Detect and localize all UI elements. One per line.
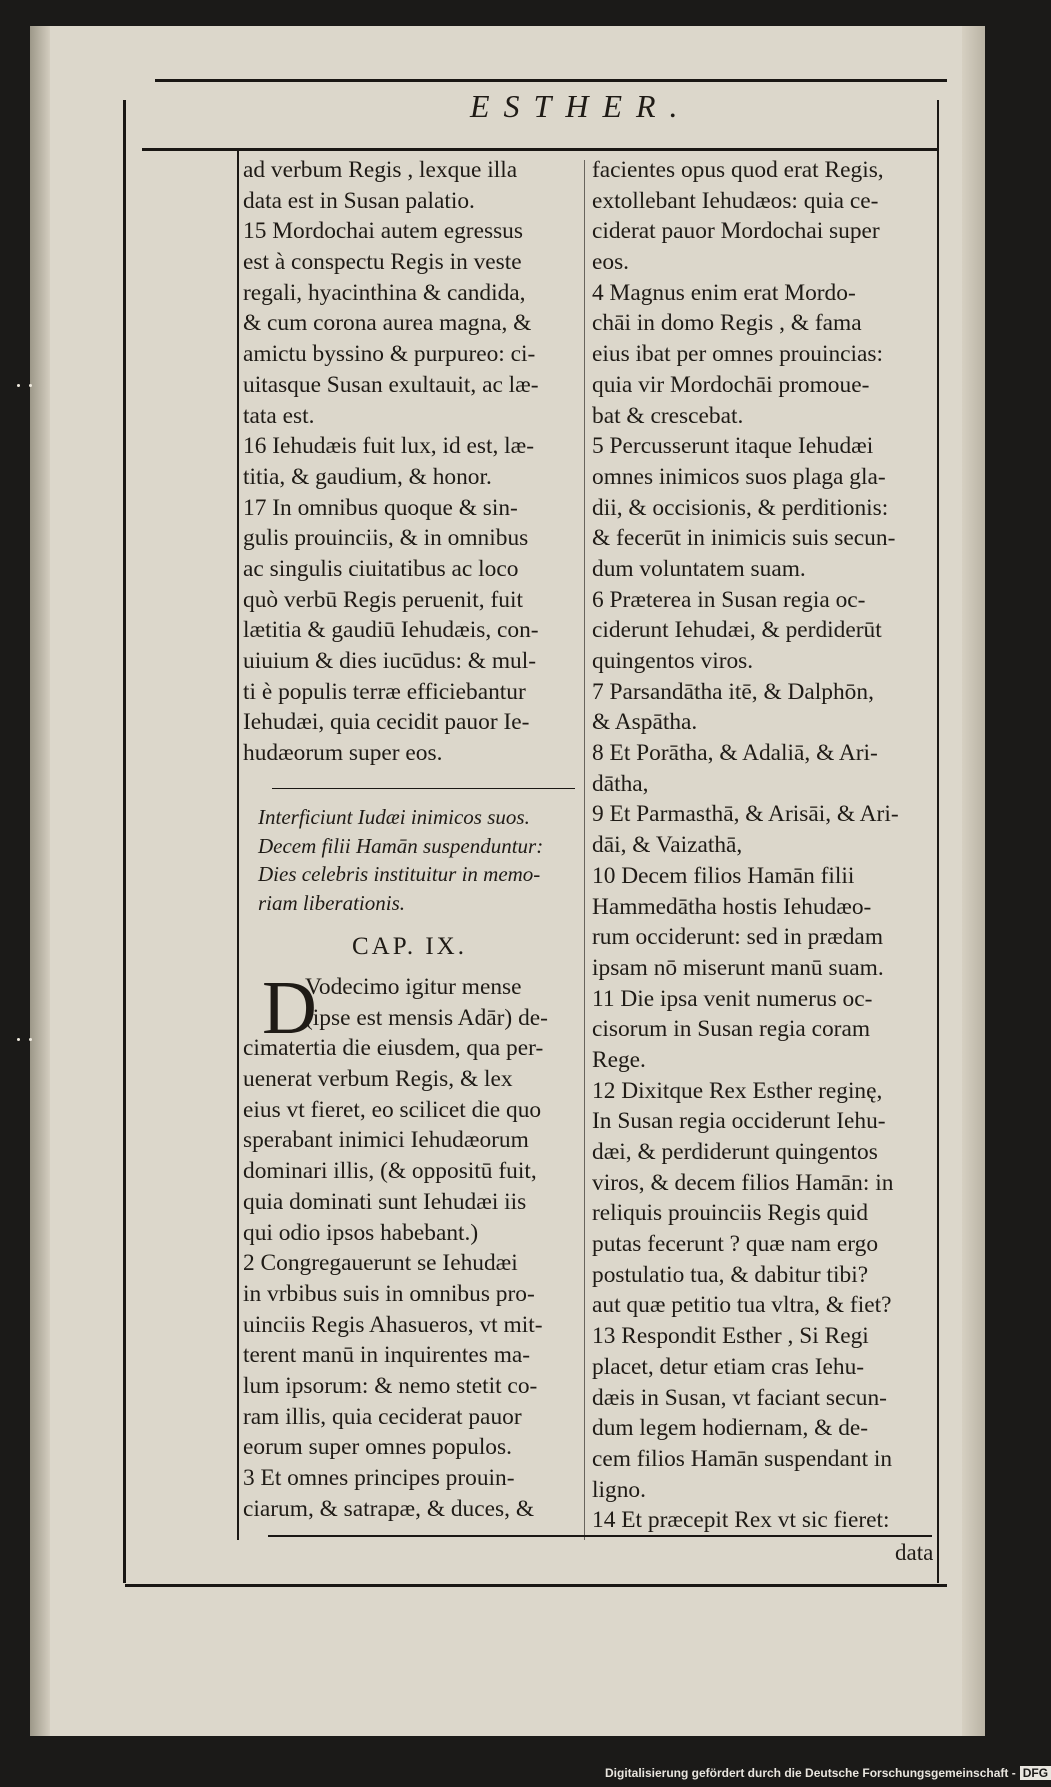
text-line: facientes opus quod erat Regis, (592, 157, 884, 183)
text-line: tata est. (243, 402, 315, 429)
text-line: 11 Die ipsa venit numerus oc- (592, 985, 873, 1012)
summary-line: riam liberationis. (258, 890, 406, 915)
text-line: regali, hyacinthina & candida, (243, 279, 526, 306)
catchword: data (895, 1540, 934, 1565)
bottom-rule (125, 1584, 947, 1587)
text-line: 2 Congregauerunt se Iehudæi (243, 1250, 518, 1277)
outer-right-rule (937, 100, 939, 1583)
text-line: est à conspectu Regis in veste (243, 249, 522, 276)
text-line: 4 Magnus enim erat Mordo- (592, 279, 856, 306)
margin-speck (29, 1038, 32, 1041)
text-line: in vrbibus suis in omnibus pro- (243, 1280, 535, 1307)
text-line: chāi in domo Regis , & fama (592, 310, 862, 337)
text-line: viros, & decem filios Hamān: in (592, 1169, 894, 1196)
text-line: uitasque Susan exultauit, ac læ- (243, 371, 539, 398)
text-line: cem filios Hamān suspendant in (592, 1445, 893, 1472)
text-line: dii, & occisionis, & perditionis: (592, 494, 889, 521)
text-line: & fecerūt in inimicis suis secun- (592, 525, 896, 552)
text-line: lum ipsorum: & nemo stetit co- (243, 1372, 538, 1399)
text-line: dum legem hodiernam, & de- (592, 1415, 869, 1442)
text-line: 15 Mordochai autem egressus (243, 218, 523, 245)
left-column (243, 155, 588, 769)
text-line: ciderunt Iehudæi, & perdiderūt (592, 617, 882, 644)
text-line: 9 Et Parmasthā, & Arisāi, & Ari- (592, 801, 899, 828)
text-line: placet, detur etiam cras Iehu- (592, 1353, 865, 1380)
text-line: dæi, & perdiderunt quingentos (592, 1139, 878, 1165)
header-rule (142, 148, 937, 151)
text-line: gulis prouinciis, & in omnibus (243, 525, 529, 552)
text-line: quò verbū Regis peruenit, fuit (243, 586, 523, 613)
text-line: sperabant inimici Iehudæorum (243, 1127, 529, 1154)
summary-line: Dies celebris instituitur in memo- (258, 862, 541, 886)
summary-line: Decem filii Hamān suspenduntur: (258, 833, 544, 858)
text-line: cisorum in Susan regia coram (592, 1016, 871, 1043)
text-line: dæis in Susan, vt faciant secun- (592, 1384, 887, 1411)
page-fore-edge (962, 26, 985, 1736)
text-line: aut quæ petitio tua vltra, & fiet? (592, 1292, 892, 1319)
column-left-rule (237, 150, 239, 1540)
text-line: quia vir Mordochāi promoue- (592, 371, 870, 398)
outer-left-rule (123, 100, 126, 1583)
text-line: 3 Et omnes principes prouin- (243, 1465, 515, 1491)
text-line: data est in Susan palatio. (243, 187, 475, 214)
text-line: titia, & gaudium, & honor. (243, 463, 492, 490)
text-line: 5 Percusserunt itaque Iehudæi (592, 433, 874, 460)
text-line: hudæorum super eos. (243, 740, 443, 767)
text-line: Iehudæi, quia cecidit pauor Ie- (243, 709, 530, 736)
text-line: ad verbum Regis , lexque illa (243, 157, 518, 183)
text-line: 13 Respondit Esther , Si Regi (592, 1323, 869, 1350)
page-gutter-shadow (30, 26, 50, 1736)
margin-speck (17, 384, 20, 387)
running-head: ESTHER. (470, 88, 692, 124)
text-line: ciderat pauor Mordochai super (592, 218, 880, 245)
summary-line: Interficiunt Iudæi inimicos suos. (258, 805, 530, 829)
text-line: 6 Præterea in Susan regia oc- (592, 586, 866, 613)
text-line: Hammedātha hostis Iehudæo- (592, 893, 872, 920)
text-line: cimatertia die eiusdem, qua per- (243, 1035, 544, 1062)
drop-cap: D (262, 966, 317, 1050)
text-line: 12 Dixitque Rex Esther reginę, (592, 1077, 883, 1104)
text-line: quia dominati sunt Iehudæi iis (243, 1188, 527, 1215)
text-line: reliquis prouinciis Regis quid (592, 1200, 869, 1227)
text-line: extollebant Iehudæos: quia ce- (592, 187, 879, 214)
text-line: 7 Parsandātha itē, & Dalphōn, (592, 678, 874, 705)
text-line: (ipse est mensis Adār) de- (305, 1004, 548, 1031)
text-line: Vodecimo igitur mense (305, 974, 522, 1000)
text-line: uinciis Regis Ahasueros, vt mit- (243, 1311, 543, 1338)
text-line: eorum super omnes populos. (243, 1434, 512, 1461)
dfg-logo: DFG (1020, 1766, 1051, 1780)
text-line: eius ibat per omnes prouincias: (592, 341, 884, 368)
text-line: amictu byssino & purpureo: ci- (243, 341, 536, 368)
text-line: eius vt fieret, eo scilicet die quo (243, 1096, 542, 1123)
text-line: 17 In omnibus quoque & sin- (243, 494, 518, 521)
margin-speck (29, 384, 32, 387)
text-line: dāi, & Vaizathā, (592, 832, 743, 859)
text-line: bat & crescebat. (592, 402, 744, 429)
credit-text: Digitalisierung gefördert durch die Deutsche Forschungsgemeinschaft - (605, 1766, 1016, 1780)
digitization-credit (605, 1766, 1051, 1780)
text-line: eos. (592, 249, 630, 276)
text-line: dominari illis, (& oppositū fuit, (243, 1158, 537, 1185)
text-line: ciarum, & satrapæ, & duces, & (243, 1495, 535, 1522)
summary-rule (272, 788, 575, 789)
text-line: uenerat verbum Regis, & lex (243, 1066, 513, 1093)
margin-speck (17, 1038, 20, 1041)
chapter-heading: CAP. IX. (352, 933, 467, 960)
right-column (592, 155, 930, 1536)
text-line: dum voluntatem suam. (592, 555, 806, 582)
text-line: uiuium & dies iucūdus: & mul- (243, 648, 537, 674)
text-line: omnes inimicos suos plaga gla- (592, 463, 886, 490)
text-line: dātha, (592, 770, 649, 797)
text-line: ipsam nō miserunt manū suam. (592, 954, 884, 981)
text-line: terent manū in inquirentes ma- (243, 1342, 531, 1369)
text-line: qui odio ipsos habebant.) (243, 1219, 479, 1246)
text-line: ac singulis ciuitatibus ac loco (243, 555, 519, 582)
text-line: & Aspātha. (592, 709, 698, 736)
chapter-text (243, 966, 588, 1524)
text-line: ti è populis terræ efficiebantur (243, 678, 526, 705)
text-line: 8 Et Porātha, & Adaliā, & Ari- (592, 740, 878, 767)
text-line: rum occiderunt: sed in prædam (592, 924, 884, 951)
chapter-summary (258, 803, 588, 917)
text-line: In Susan regia occiderunt Iehu- (592, 1108, 886, 1135)
text-line: quingentos viros. (592, 648, 754, 674)
text-line: & cum corona aurea magna, & (243, 310, 532, 337)
text-line: ram illis, quia ceciderat pauor (243, 1403, 522, 1430)
text-line: 16 Iehudæis fuit lux, id est, læ- (243, 433, 535, 460)
text-line: ligno. (592, 1476, 646, 1503)
top-rule (155, 79, 947, 82)
text-line: 14 Et præcepit Rex vt sic fieret: (592, 1507, 890, 1534)
text-line: putas fecerunt ? quæ nam ergo (592, 1231, 879, 1258)
text-line: Rege. (592, 1046, 646, 1073)
text-line: lætitia & gaudiū Iehudæis, con- (243, 617, 539, 644)
text-line: postulatio tua, & dabitur tibi? (592, 1261, 869, 1288)
text-line: 10 Decem filios Hamān filii (592, 862, 855, 889)
